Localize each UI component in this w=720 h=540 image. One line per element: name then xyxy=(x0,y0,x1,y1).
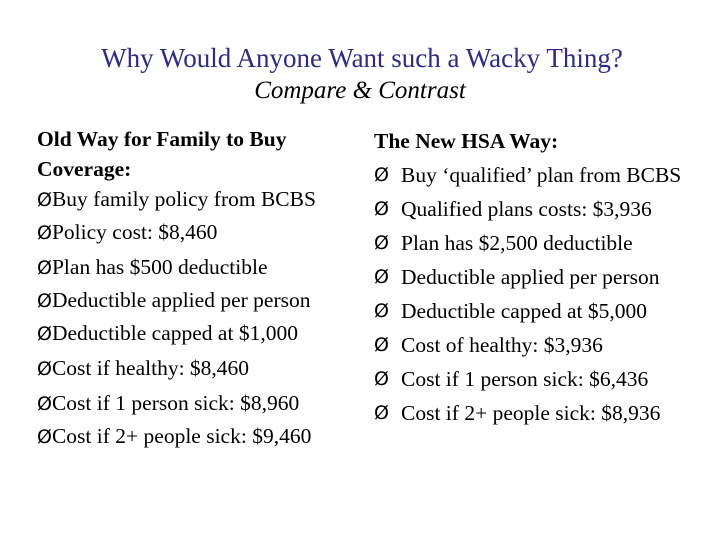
arrow-bullet-icon: Ø xyxy=(374,300,389,322)
slide-title: Why Would Anyone Want such a Wacky Thing? xyxy=(101,43,623,73)
old-way-item xyxy=(37,184,357,215)
old-way-item xyxy=(37,386,357,421)
hsa-way-item-text: Buy ‘qualified’ plan from BCBS xyxy=(401,163,682,187)
hsa-way-item xyxy=(374,226,714,260)
hsa-way-item xyxy=(374,158,714,192)
arrow-bullet-icon: Ø xyxy=(374,368,389,390)
old-way-item xyxy=(37,421,357,452)
hsa-way-item xyxy=(374,396,714,430)
hsa-way-item xyxy=(374,328,714,362)
old-way-item-text: Buy family policy from BCBS xyxy=(51,187,316,211)
old-way-item-text: Cost if 2+ people sick: $9,460 xyxy=(51,424,312,448)
hsa-way-item-text: Qualified plans costs: $3,936 xyxy=(401,197,652,221)
hsa-way-item-text: Deductible capped at $5,000 xyxy=(401,299,647,323)
arrow-bullet-icon: Ø xyxy=(37,189,52,211)
arrow-bullet-icon: Ø xyxy=(37,393,52,415)
arrow-bullet-icon: Ø xyxy=(37,290,52,312)
arrow-bullet-icon: Ø xyxy=(374,266,389,288)
old-way-item xyxy=(37,215,357,250)
old-way-item-text: Deductible applied per person xyxy=(51,288,311,312)
old-way-item-text: Deductible capped at $1,000 xyxy=(51,321,298,345)
slide-subtitle: Compare & Contrast xyxy=(254,77,466,104)
hsa-way-heading: The New HSA Way: xyxy=(374,129,559,153)
old-way-item xyxy=(37,285,357,316)
hsa-way-item-text: Cost of healthy: $3,936 xyxy=(401,333,603,357)
title-block xyxy=(0,42,720,106)
arrow-bullet-icon: Ø xyxy=(374,164,389,186)
hsa-way-item xyxy=(374,294,714,328)
hsa-way-item-text: Cost if 1 person sick: $6,436 xyxy=(401,367,649,391)
arrow-bullet-icon: Ø xyxy=(374,402,389,424)
arrow-bullet-icon: Ø xyxy=(374,334,389,356)
hsa-way-item xyxy=(374,260,714,294)
arrow-bullet-icon: Ø xyxy=(37,257,52,279)
arrow-bullet-icon: Ø xyxy=(374,198,389,220)
arrow-bullet-icon: Ø xyxy=(37,323,52,345)
arrow-bullet-icon: Ø xyxy=(37,426,52,448)
old-way-item-text: Policy cost: $8,460 xyxy=(51,220,218,244)
hsa-way-item-text: Deductible applied per person xyxy=(401,265,660,289)
arrow-bullet-icon: Ø xyxy=(37,222,52,244)
hsa-way-item xyxy=(374,362,714,396)
hsa-way-column xyxy=(374,124,714,430)
arrow-bullet-icon: Ø xyxy=(374,232,389,254)
old-way-item xyxy=(37,250,357,285)
old-way-item xyxy=(37,351,357,386)
old-way-item xyxy=(37,316,357,351)
old-way-heading: Old Way for Family to Buy Coverage: xyxy=(37,127,287,181)
hsa-way-item-text: Plan has $2,500 deductible xyxy=(401,231,633,255)
arrow-bullet-icon: Ø xyxy=(37,358,52,380)
hsa-way-list xyxy=(374,158,714,430)
hsa-way-item-text: Cost if 2+ people sick: $8,936 xyxy=(401,401,661,425)
old-way-item-text: Cost if healthy: $8,460 xyxy=(51,356,250,380)
old-way-column xyxy=(37,124,357,452)
old-way-item-text: Plan has $500 deductible xyxy=(51,255,268,279)
old-way-item-text: Cost if 1 person sick: $8,960 xyxy=(51,391,300,415)
hsa-way-item xyxy=(374,192,714,226)
